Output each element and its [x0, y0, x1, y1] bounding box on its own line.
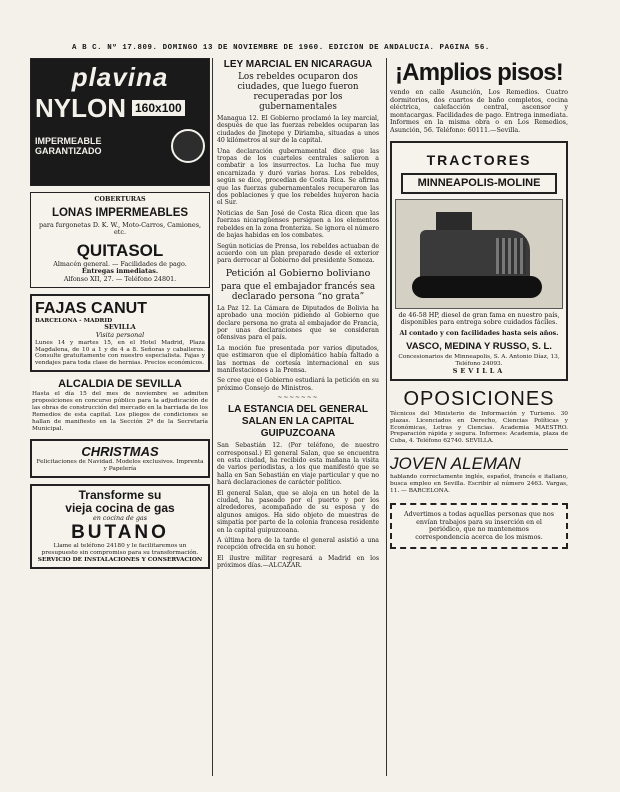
fajas-city: SEVILLA: [104, 323, 136, 332]
alcaldia-text: Hasta el día 15 del mes de noviembre se admiten proposiciones en concurso público para la adjudicación de las obras de construcción del mercado en la barriada de los Remedios de esta capital. Los pliegos de condiciones se hallan de manifiesto en la Sección 2ª de la Secretaría Municipal.: [32, 391, 208, 432]
article-bolivia-p1: La Paz 12. La Cámara de Diputados de Bolivia ha aprobado una moción pidiendo al Gobierno que declare persona no grata al embajador de Francia, por unas declaraciones que se consideran ofensivas para el país.: [217, 304, 379, 342]
fajas-title: FAJAS CANUT: [35, 299, 148, 317]
christmas-text: Felicitaciones de Navidad. Modelos exclusivos. Imprenta y Papelería: [36, 458, 204, 472]
tractores-ad: [390, 141, 568, 381]
advertencia-text: Advertimos a todas aquellas personas que nos envían trabajos para su inserción en el periódico, que no mantenemos correspondencia acerca de los mismos.: [403, 510, 554, 541]
column-middle: [214, 58, 382, 573]
article-divider: ~~~~~~~: [277, 395, 319, 402]
fajas-subtitle: Visita personal: [95, 331, 145, 340]
tractores-title: TRACTORES: [426, 151, 532, 168]
butano-title2: vieja cocina de gas: [65, 500, 175, 515]
article-salan-p1: San Sebastián 12. (Por teléfono, de nuestro corresponsal.) El general Salan, que se encuentra en esta ciudad, ha recibido esta mañana la visita de varios periodistas, a los que manifestó que se halla en San Sebastián en viaje particular y que no hará declaraciones de carácter político.: [217, 442, 379, 487]
column-rule: [386, 58, 387, 776]
column-left: [30, 58, 210, 575]
plavina-tag1: IMPERMEABLE: [35, 136, 102, 146]
plavina-brand: plavina: [71, 62, 169, 92]
fajas-cities: BARCELONA - MADRID: [35, 317, 113, 324]
lonas-title: LONAS IMPERMEABLES: [51, 206, 189, 219]
lonas-ad: [30, 192, 210, 288]
alcaldia-ad: [30, 378, 210, 432]
butano-footer: SERVICIO DE INSTALACIONES Y CONSERVACION: [37, 556, 203, 563]
article-salan-title: LA ESTANCIA DEL GENERAL SALAN EN LA CAPITAL GUIPUZCOANA: [227, 404, 368, 440]
tractores-text: de 46-58 HP, diesel de gran fama en nuestro país, disponibles para entrega sobre cuidados fáciles.: [398, 310, 560, 327]
column-rule: [212, 58, 213, 776]
plavina-ad: [30, 58, 210, 186]
oposiciones-text: Técnicos del Ministerio de Información y Turismo. 30 plazas. Licenciados en Derecho, Ciencias Políticas y Económicas, Letras y Ciencias. Academia MAESTRO. Preparación rápida y segura. Informes: Academia, plaza de Cuba, 4. Teléfono 62740. SEVILLA.: [390, 410, 568, 445]
tractores-city: SEVILLA: [452, 367, 506, 376]
article-salan-p3: A última hora de la tarde el general asistió a una recepción ofrecida en su honor.: [217, 536, 379, 552]
quitasol-text2: Entregas inmediatas.: [81, 267, 159, 276]
article-nicaragua-p3: Noticias de San José de Costa Rica dicen que las fuerzas nicaragüenses persiguen a los elementos rebeldes en la zona fronteriza. Se ignora el número de bajas habidas en los combates.: [217, 209, 379, 240]
tractores-text2: Al contado y con facilidades hasta seis años.: [399, 328, 559, 337]
article-salan-p4: El ilustre militar regresará a Madrid en los próximos días.—ALCAZAR.: [217, 554, 379, 570]
tractores-dealer: VASCO, MEDINA Y RUSSO, S. L.: [406, 341, 552, 353]
butano-text: Llame al teléfono 24180 y le facilitaremos un presupuesto sin compromiso para su transformación.: [41, 543, 199, 557]
plavina-size: 160x100: [132, 100, 185, 116]
plavina-nylon: NYLON: [35, 93, 126, 123]
quitasol-title: QUITASOL: [76, 240, 164, 260]
pisos-title: ¡Amplios pisos!: [394, 59, 563, 86]
article-nicaragua-p4: Según noticias de Prensa, los rebeldes actuaban de acuerdo con un plan preparado desde el exterior para derrocar al Gobierno del presidente Somoza.: [217, 242, 379, 265]
butano-title1: Transforme su: [78, 487, 162, 502]
pisos-text: vendo en calle Asunción, Los Remedios. Cuatro dormitorios, dos cuartos de baño completos, cocina eléctrica, calefacción central, ascensor y montacargas. Facilidades de pago. Entrega inmediata. Informes en la misma obra o en Los Remedios, Asunción, 56. Teléfono: 60111.—Sevilla.: [390, 88, 568, 134]
guarantee-seal-icon: [171, 129, 205, 163]
article-bolivia-subtitle: para que el embajador francés sea declarado persona “no grata”: [220, 281, 376, 302]
joven-title: JOVEN ALEMAN: [390, 454, 521, 474]
lonas-text: para furgonetas D. K. W., Moto-Carros, Camiones, etc.: [38, 220, 202, 237]
tractor-grill: [496, 238, 526, 274]
tractor-track: [412, 276, 542, 298]
article-nicaragua-subtitle: Los rebeldes ocuparon dos ciudades, que luego fueron recuperadas por los gubernamentales: [237, 72, 359, 112]
butano-kicker: en cocina de gas: [92, 513, 148, 522]
quitasol-text: Almacén general. — Facilidades de pago.: [53, 259, 187, 268]
advertencia-box: [390, 503, 568, 549]
christmas-ad: [30, 439, 210, 478]
alcaldia-title: ALCALDIA DE SEVILLA: [58, 378, 182, 391]
oposiciones-title: OPOSICIONES: [403, 387, 555, 410]
plavina-tags: [35, 129, 205, 163]
article-nicaragua-p1: Managua 12. El Gobierno proclamó la ley marcial, después de que las fuerzas rebeldes ocuparan las ciudades de Jinotepe y Diriamba, situadas a unos 40 kilómetros al sur de la capital.: [217, 115, 379, 145]
tractor-illustration: [395, 199, 563, 309]
article-bolivia-p3: Se cree que el Gobierno estudiará la petición en su próximo Consejo de Ministros.: [217, 377, 379, 392]
tractores-brand: MINNEAPOLIS-MOLINE: [401, 173, 557, 194]
joven-text: hablando correctamente inglés, español, francés e italiano, busca empleo en Sevilla. Escribir al número 2463. Vargas, 11. — BARCELONA.: [390, 474, 568, 495]
article-nicaragua-p2: Una declaración gubernamental dice que las tropas de los cuarteles centrales salieron a combatir a los insurrectos. La lucha fue muy encarnizada y duró varias horas. Los rebeldes, según se dice, procedían de Costa Rica. Se afirma que las fuerzas gubernamentales recuperaron las dos poblaciones y que los rebeldes huyeron hacia el Sur.: [217, 147, 379, 207]
butano-ad: [30, 484, 210, 569]
fajas-text: Lunes 14 y martes 15, en el Hotel Madrid, Plaza Magdalena, de 10 a 1 y de 4 a 8. Señoras y caballeros. Consulte gratuitamente con nuestro especialista. Fajas y vendajes para toda clase de hernias. Precios económicos.: [35, 339, 205, 367]
fajas-ad: [30, 294, 210, 373]
plavina-row: [35, 95, 205, 121]
tractores-dealer-text: Concesionarios de Minneapolis, S. A. Antonio Díaz, 13, Teléfono 24093.: [398, 354, 560, 368]
article-bolivia-p2: La moción fue presentada por varios diputados, que estimaron que el diplomático había faltado a las normas de cortesía internacional en sus manifestaciones a la Prensa.: [217, 344, 379, 374]
article-salan-p2: El general Salan, que se aloja en un hotel de la ciudad, ha paseado por el puerto y por los alrededores, acompañado de su esposa y de algunos amigos. Ha sido objeto de muestras de simpatía por parte de la colonia francesa residente en la capital guipuzcoana.: [217, 489, 379, 534]
page-header: A B C. Nº 17.809. DOMINGO 13 DE NOVIEMBRE DE 1960. EDICION DE ANDALUCIA. PAGINA 56.: [72, 44, 490, 52]
lonas-kicker: COBERTURAS: [94, 195, 146, 203]
column-right: [390, 58, 568, 555]
section-rule: [390, 449, 568, 450]
article-bolivia-title: Petición al Gobierno boliviano: [225, 267, 371, 279]
plavina-tag2: GARANTIZADO: [35, 146, 102, 156]
quitasol-address: Alfonso XII, 27. — Teléfono 24801.: [63, 274, 177, 283]
christmas-title: CHRISTMAS: [81, 443, 159, 459]
butano-brand: BUTANO: [71, 522, 169, 544]
article-nicaragua-title: LEY MARCIAL EN NICARAGUA: [223, 59, 373, 70]
